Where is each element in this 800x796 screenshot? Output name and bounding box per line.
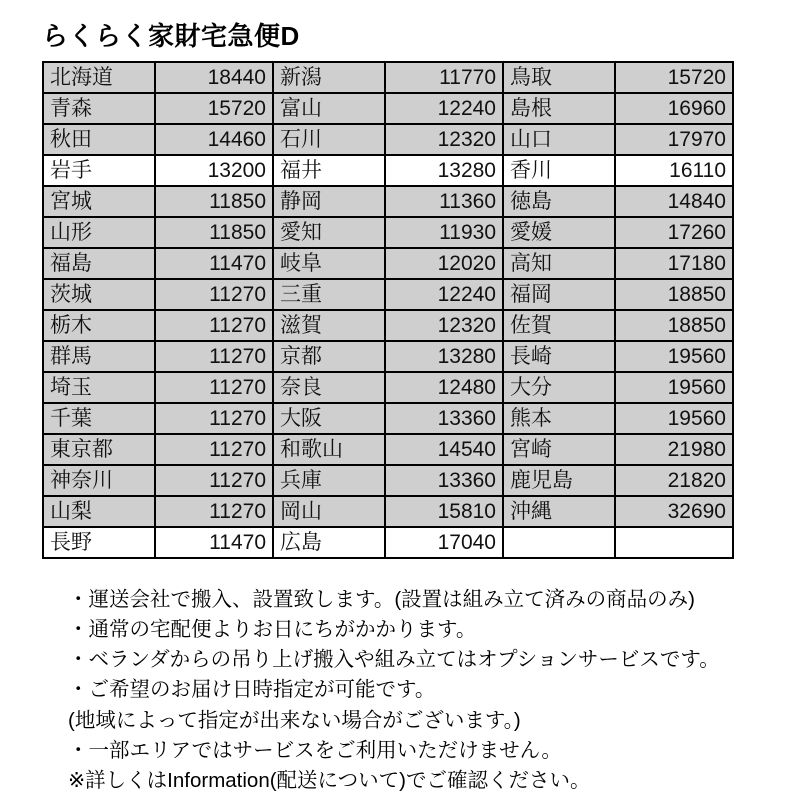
shipping-fee-value: 12020	[385, 248, 503, 279]
table-row	[43, 496, 733, 527]
prefecture-name: 宮崎	[503, 434, 615, 465]
table-row	[43, 341, 733, 372]
shipping-fee-value: 16110	[615, 155, 733, 186]
prefecture-name: 宮城	[43, 186, 155, 217]
fee-table-body	[43, 62, 733, 558]
shipping-fee-value: 11270	[155, 434, 273, 465]
table-row	[43, 186, 733, 217]
shipping-fee-value: 14540	[385, 434, 503, 465]
shipping-fee-table	[42, 61, 734, 559]
prefecture-name: 鳥取	[503, 62, 615, 93]
table-row	[43, 217, 733, 248]
prefecture-name: 長野	[43, 527, 155, 558]
prefecture-name: 島根	[503, 93, 615, 124]
prefecture-name: 山口	[503, 124, 615, 155]
prefecture-name: 福島	[43, 248, 155, 279]
prefecture-name: 秋田	[43, 124, 155, 155]
shipping-fee-value: 13280	[385, 155, 503, 186]
shipping-fee-value: 11850	[155, 186, 273, 217]
table-row	[43, 527, 733, 558]
prefecture-name: 大阪	[273, 403, 385, 434]
shipping-fee-value: 18850	[615, 279, 733, 310]
shipping-fee-value: 19560	[615, 372, 733, 403]
table-row	[43, 434, 733, 465]
shipping-fee-value: 17180	[615, 248, 733, 279]
prefecture-name: 熊本	[503, 403, 615, 434]
prefecture-name: 広島	[273, 527, 385, 558]
prefecture-name: 静岡	[273, 186, 385, 217]
prefecture-name: 鹿児島	[503, 465, 615, 496]
prefecture-name: 佐賀	[503, 310, 615, 341]
note-line: (地域によって指定が出来ない場合がございます。)	[68, 708, 521, 732]
shipping-fee-value: 16960	[615, 93, 733, 124]
shipping-fee-value: 13280	[385, 341, 503, 372]
shipping-fee-value: 15810	[385, 496, 503, 527]
shipping-fee-value: 11270	[155, 372, 273, 403]
shipping-fee-value: 11270	[155, 279, 273, 310]
prefecture-name: 富山	[273, 93, 385, 124]
prefecture-name: 石川	[273, 124, 385, 155]
table-row	[43, 279, 733, 310]
prefecture-name: 奈良	[273, 372, 385, 403]
prefecture-name: 愛媛	[503, 217, 615, 248]
note-line: ・通常の宅配便よりお日にちがかかります。	[68, 618, 477, 642]
shipping-fee-value: 21980	[615, 434, 733, 465]
prefecture-name: 福岡	[503, 279, 615, 310]
shipping-fee-value: 12320	[385, 310, 503, 341]
shipping-fee-value: 19560	[615, 341, 733, 372]
note-line: ・ベランダからの吊り上げ搬入や組み立てはオプションサービスです。	[68, 648, 720, 672]
shipping-fee-value: 11850	[155, 217, 273, 248]
prefecture-name: 新潟	[273, 62, 385, 93]
table-row	[43, 248, 733, 279]
table-cell-empty	[615, 527, 733, 558]
shipping-fee-value: 12320	[385, 124, 503, 155]
prefecture-name: 神奈川	[43, 465, 155, 496]
table-row	[43, 93, 733, 124]
table-row	[43, 155, 733, 186]
notes-list	[68, 585, 772, 796]
shipping-fee-value: 17970	[615, 124, 733, 155]
shipping-fee-value: 12480	[385, 372, 503, 403]
prefecture-name: 埼玉	[43, 372, 155, 403]
prefecture-name: 徳島	[503, 186, 615, 217]
note-line: ※詳しくはInformation(配送について)でご確認ください。	[68, 768, 591, 792]
table-row	[43, 124, 733, 155]
prefecture-name: 福井	[273, 155, 385, 186]
shipping-fee-value: 17260	[615, 217, 733, 248]
table-row	[43, 310, 733, 341]
shipping-fee-value: 18440	[155, 62, 273, 93]
prefecture-name: 岩手	[43, 155, 155, 186]
prefecture-name: 和歌山	[273, 434, 385, 465]
table-row	[43, 62, 733, 93]
page-title: らくらく家財宅急便D	[42, 21, 300, 51]
table-cell-empty	[503, 527, 615, 558]
table-row	[43, 372, 733, 403]
prefecture-name: 北海道	[43, 62, 155, 93]
shipping-fee-value: 11360	[385, 186, 503, 217]
prefecture-name: 青森	[43, 93, 155, 124]
note-line: ・一部エリアではサービスをご利用いただけません。	[68, 738, 562, 762]
prefecture-name: 京都	[273, 341, 385, 372]
table-row	[43, 403, 733, 434]
shipping-fee-value: 13200	[155, 155, 273, 186]
prefecture-name: 兵庫	[273, 465, 385, 496]
shipping-fee-value: 18850	[615, 310, 733, 341]
shipping-fee-value: 15720	[615, 62, 733, 93]
prefecture-name: 群馬	[43, 341, 155, 372]
prefecture-name: 栃木	[43, 310, 155, 341]
shipping-fee-value: 11770	[385, 62, 503, 93]
shipping-fee-value: 11270	[155, 403, 273, 434]
prefecture-name: 高知	[503, 248, 615, 279]
shipping-fee-value: 19560	[615, 403, 733, 434]
table-row	[43, 465, 733, 496]
shipping-fee-value: 14460	[155, 124, 273, 155]
shipping-fee-value: 14840	[615, 186, 733, 217]
shipping-fee-value: 13360	[385, 403, 503, 434]
prefecture-name: 岐阜	[273, 248, 385, 279]
shipping-fee-value: 13360	[385, 465, 503, 496]
shipping-fee-value: 32690	[615, 496, 733, 527]
shipping-fee-value: 12240	[385, 279, 503, 310]
prefecture-name: 滋賀	[273, 310, 385, 341]
prefecture-name: 千葉	[43, 403, 155, 434]
prefecture-name: 茨城	[43, 279, 155, 310]
prefecture-name: 三重	[273, 279, 385, 310]
prefecture-name: 東京都	[43, 434, 155, 465]
shipping-fee-value: 11470	[155, 248, 273, 279]
shipping-fee-value: 11270	[155, 465, 273, 496]
prefecture-name: 香川	[503, 155, 615, 186]
shipping-fee-value: 15720	[155, 93, 273, 124]
prefecture-name: 愛知	[273, 217, 385, 248]
prefecture-name: 山梨	[43, 496, 155, 527]
prefecture-name: 山形	[43, 217, 155, 248]
note-line: ・運送会社で搬入、設置致します。(設置は組み立て済みの商品のみ)	[68, 588, 696, 611]
shipping-fee-value: 11270	[155, 310, 273, 341]
shipping-fee-value: 11270	[155, 341, 273, 372]
shipping-fee-value: 11270	[155, 496, 273, 527]
note-line: ・ご希望のお届け日時指定が可能です。	[68, 678, 436, 702]
prefecture-name: 岡山	[273, 496, 385, 527]
shipping-fee-value: 21820	[615, 465, 733, 496]
shipping-fee-value: 11470	[155, 527, 273, 558]
prefecture-name: 沖縄	[503, 496, 615, 527]
shipping-fee-value: 17040	[385, 527, 503, 558]
prefecture-name: 長崎	[503, 341, 615, 372]
prefecture-name: 大分	[503, 372, 615, 403]
shipping-fee-value: 11930	[385, 217, 503, 248]
shipping-fee-value: 12240	[385, 93, 503, 124]
